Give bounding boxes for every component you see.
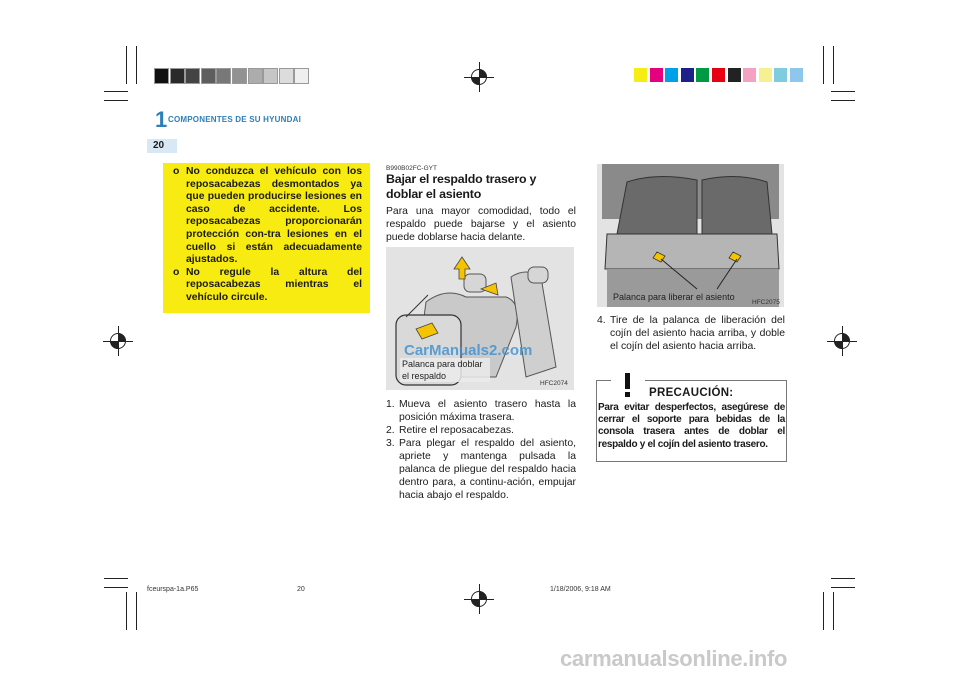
color-swatch [712, 68, 725, 82]
crop-mark [831, 100, 855, 101]
gray-swatch [201, 68, 216, 84]
color-swatch [774, 68, 787, 82]
crop-mark [126, 592, 127, 630]
section-heading: Bajar el respaldo trasero y doblar el asiento [386, 172, 537, 201]
gray-swatch [154, 68, 169, 84]
footer-page: 20 [297, 586, 305, 593]
caution-text: Para evitar desperfectos, asegúrese de cerrar el soporte para bebidas de la consola trasera antes de doblar el respaldo y el cojín del asiento trasero. [598, 402, 785, 450]
seat-fold-illustration [386, 247, 574, 390]
figure-code: HFC2075 [752, 299, 780, 306]
warning-text: No regule la altura del reposacabezas mientras el vehículo circule. [186, 266, 362, 303]
figure-code: HFC2074 [540, 380, 568, 387]
gray-swatch [294, 68, 309, 84]
section-intro: Para una mayor comodidad, todo el respaldo puede bajarse y el asiento puede doblarse hacia delante. [386, 206, 576, 243]
caution-title: PRECAUCIÓN: [649, 387, 734, 399]
color-swatch [681, 68, 694, 82]
crop-mark [104, 578, 128, 579]
color-swatch [743, 68, 756, 82]
warning-item [173, 267, 362, 305]
gray-swatch [248, 68, 263, 84]
crop-mark [136, 46, 137, 84]
gray-swatch [170, 68, 185, 84]
color-swatch [665, 68, 678, 82]
gray-swatch [263, 68, 278, 84]
page-number: 20 [153, 140, 165, 151]
section-code: B990B02FC-GYT [386, 165, 437, 172]
registration-mark-icon [108, 331, 128, 351]
warning-text: No conduzca el vehículo con los reposacabezas desmontados ya que pueden producirse lesiones en caso de accidente. Los reposacabezas proporcionarán protección con-tra lesiones en el cuello si están adecuadamente ajustados. [186, 166, 362, 266]
color-swatch [759, 68, 772, 82]
crop-mark [833, 46, 834, 84]
registration-mark-icon [832, 331, 852, 351]
bullet: o [173, 166, 180, 177]
color-swatch [790, 68, 803, 82]
caution-box [596, 380, 787, 462]
figure-caption: Palanca para liberar el asiento [613, 292, 735, 302]
gray-swatch [279, 68, 294, 84]
color-swatch [696, 68, 709, 82]
warning-item [173, 166, 362, 267]
seat-release-drawing [597, 164, 784, 307]
gray-swatch [232, 68, 247, 84]
gray-swatch [216, 68, 231, 84]
step-item: 4. Tire de la palanca de liberación del cojín del asiento hacia arriba, y doble el cojín del asiento hacia arriba. [597, 315, 785, 352]
exclamation-icon [611, 367, 645, 401]
chapter-number: 1 [155, 107, 168, 132]
crop-mark [833, 592, 834, 630]
crop-mark [831, 91, 855, 92]
crop-mark [823, 592, 824, 630]
chapter-title: COMPONENTES DE SU HYUNDAI [168, 115, 302, 124]
step-item: 2. Retire el reposacabezas. [386, 425, 514, 436]
registration-mark-icon [469, 67, 489, 87]
crop-mark [104, 100, 128, 101]
registration-mark-icon [469, 589, 489, 609]
crop-mark [823, 46, 824, 84]
step-item: 3. Para plegar el respaldo del asiento, apriete y mantenga pulsada la palanca de pliegue del respaldo hacia dentro para, a continu-ación, empujar hacia abajo el respaldo. [386, 438, 576, 501]
crop-mark [831, 587, 855, 588]
gray-swatch [185, 68, 200, 84]
figure-caption: Palanca para doblar el respaldo [400, 358, 490, 382]
color-swatch [634, 68, 647, 82]
watermark-bottom: carmanualsonline.info [560, 646, 788, 671]
bullet: o [173, 266, 180, 278]
crop-mark [104, 587, 128, 588]
color-swatch [728, 68, 741, 82]
seat-release-illustration [597, 164, 784, 307]
crop-mark [831, 578, 855, 579]
watermark: CarManuals2.com [404, 342, 533, 359]
step-item: 1. Mueva el asiento trasero hasta la posición máxima trasera. [386, 399, 576, 423]
warning-box [163, 163, 370, 313]
color-swatch [650, 68, 663, 82]
steps-list [386, 398, 576, 502]
footer-file: fceurspa-1a.P65 [147, 586, 199, 593]
crop-mark [136, 592, 137, 630]
crop-mark [126, 46, 127, 84]
footer-date: 1/18/2006, 9:18 AM [550, 586, 611, 593]
crop-mark [104, 91, 128, 92]
